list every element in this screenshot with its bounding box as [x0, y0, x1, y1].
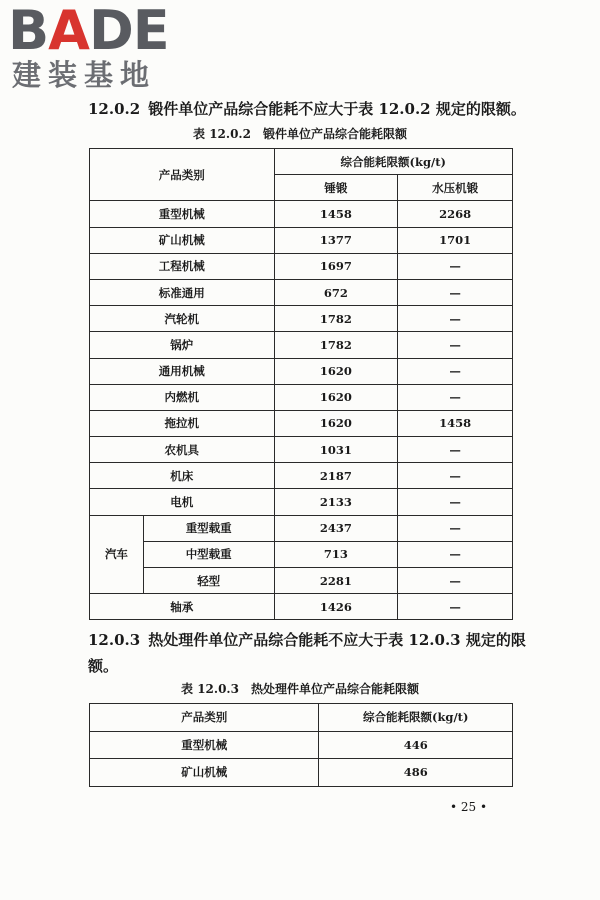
- table-row: [90, 227, 513, 253]
- press-cell: —: [398, 358, 513, 384]
- auto-sub-cell: 中型载重: [143, 541, 274, 567]
- header-hammer: 锤锻: [274, 175, 398, 201]
- press-cell: —: [398, 279, 513, 305]
- category-cell: 机床: [90, 463, 275, 489]
- category-cell: 轴承: [90, 594, 275, 620]
- table-header-row: [90, 704, 513, 732]
- table-row: [90, 332, 513, 358]
- hammer-cell: 1620: [274, 410, 398, 436]
- auto-sub-cell: 重型载重: [143, 515, 274, 541]
- category-cell: 重型机械: [90, 201, 275, 227]
- hammer-cell: 1426: [274, 594, 398, 620]
- forging-energy-table: [89, 148, 513, 620]
- hammer-cell: 1620: [274, 384, 398, 410]
- table-row: [90, 489, 513, 515]
- table-row: [90, 279, 513, 305]
- press-cell: —: [398, 541, 513, 567]
- hammer-cell: 2133: [274, 489, 398, 515]
- table-header-row: [90, 149, 513, 175]
- category-cell: 矿山机械: [90, 759, 319, 787]
- table-body: [90, 731, 513, 786]
- hammer-cell: 1782: [274, 332, 398, 358]
- logo-subtitle: 建装基地: [12, 58, 157, 92]
- table-row: [90, 437, 513, 463]
- table-1-caption: [0, 125, 600, 142]
- category-cell: 拖拉机: [90, 410, 275, 436]
- press-cell: —: [398, 489, 513, 515]
- table-row: [90, 759, 513, 787]
- table-row: [90, 358, 513, 384]
- clause-12-0-3: [88, 627, 528, 679]
- clause-number: 12.0.3: [88, 631, 141, 649]
- hammer-cell: 2281: [274, 568, 398, 594]
- hammer-cell: 1031: [274, 437, 398, 463]
- hammer-cell: 672: [274, 279, 398, 305]
- press-cell: —: [398, 332, 513, 358]
- table-row: [90, 594, 513, 620]
- press-cell: —: [398, 568, 513, 594]
- hammer-cell: 1458: [274, 201, 398, 227]
- hammer-cell: 1697: [274, 253, 398, 279]
- clause-12-0-2: [88, 96, 528, 122]
- category-cell: 矿山机械: [90, 227, 275, 253]
- press-cell: —: [398, 306, 513, 332]
- table-row: [90, 384, 513, 410]
- caption-title: 热处理件单位产品综合能耗限额: [250, 682, 419, 696]
- hammer-cell: 1782: [274, 306, 398, 332]
- header-press: 水压机锻: [398, 175, 513, 201]
- clause-text: 锻件单位产品综合能耗不应大于表 12.0.2 规定的限额。: [148, 100, 526, 118]
- table-row: [90, 410, 513, 436]
- header-category: 产品类别: [90, 704, 319, 732]
- auto-group-cell: 汽车: [90, 515, 144, 594]
- category-cell: 农机具: [90, 437, 275, 463]
- hammer-cell: 1620: [274, 358, 398, 384]
- category-cell: 电机: [90, 489, 275, 515]
- table-row: [90, 515, 513, 541]
- value-cell: 446: [319, 731, 513, 759]
- press-cell: 1458: [398, 410, 513, 436]
- table-2-caption: [0, 680, 600, 697]
- category-cell: 重型机械: [90, 731, 319, 759]
- table-row: [90, 568, 513, 594]
- caption-title: 锻件单位产品综合能耗限额: [262, 127, 407, 141]
- clause-text: 热处理件单位产品综合能耗不应大于表 12.0.3 规定的限额。: [88, 631, 526, 675]
- value-cell: 486: [319, 759, 513, 787]
- caption-number: 表 12.0.3: [181, 682, 239, 696]
- table-row: [90, 463, 513, 489]
- press-cell: —: [398, 515, 513, 541]
- clause-number: 12.0.2: [88, 100, 141, 118]
- heat-treatment-energy-table: [89, 703, 513, 787]
- page-number: • 25 •: [450, 800, 488, 814]
- category-cell: 锅炉: [90, 332, 275, 358]
- hammer-cell: 2187: [274, 463, 398, 489]
- hammer-cell: 713: [274, 541, 398, 567]
- logo-wordmark: BADE: [8, 0, 169, 62]
- table-row: [90, 541, 513, 567]
- hammer-cell: 1377: [274, 227, 398, 253]
- caption-number: 表 12.0.2: [193, 127, 251, 141]
- hammer-cell: 2437: [274, 515, 398, 541]
- auto-sub-cell: 轻型: [143, 568, 274, 594]
- category-cell: 标准通用: [90, 279, 275, 305]
- table-row: [90, 201, 513, 227]
- category-cell: 工程机械: [90, 253, 275, 279]
- press-cell: 1701: [398, 227, 513, 253]
- press-cell: —: [398, 384, 513, 410]
- category-cell: 汽轮机: [90, 306, 275, 332]
- category-cell: 通用机械: [90, 358, 275, 384]
- table-row: [90, 306, 513, 332]
- bade-logo: [8, 0, 178, 92]
- press-cell: —: [398, 437, 513, 463]
- press-cell: 2268: [398, 201, 513, 227]
- category-cell: 内燃机: [90, 384, 275, 410]
- table-row: [90, 731, 513, 759]
- header-limit: 综合能耗限额(kg/t): [319, 704, 513, 732]
- table-body: [90, 201, 513, 515]
- press-cell: —: [398, 594, 513, 620]
- table-row: [90, 253, 513, 279]
- header-limit: 综合能耗限额(kg/t): [274, 149, 512, 175]
- header-category: 产品类别: [90, 149, 275, 201]
- press-cell: —: [398, 253, 513, 279]
- press-cell: —: [398, 463, 513, 489]
